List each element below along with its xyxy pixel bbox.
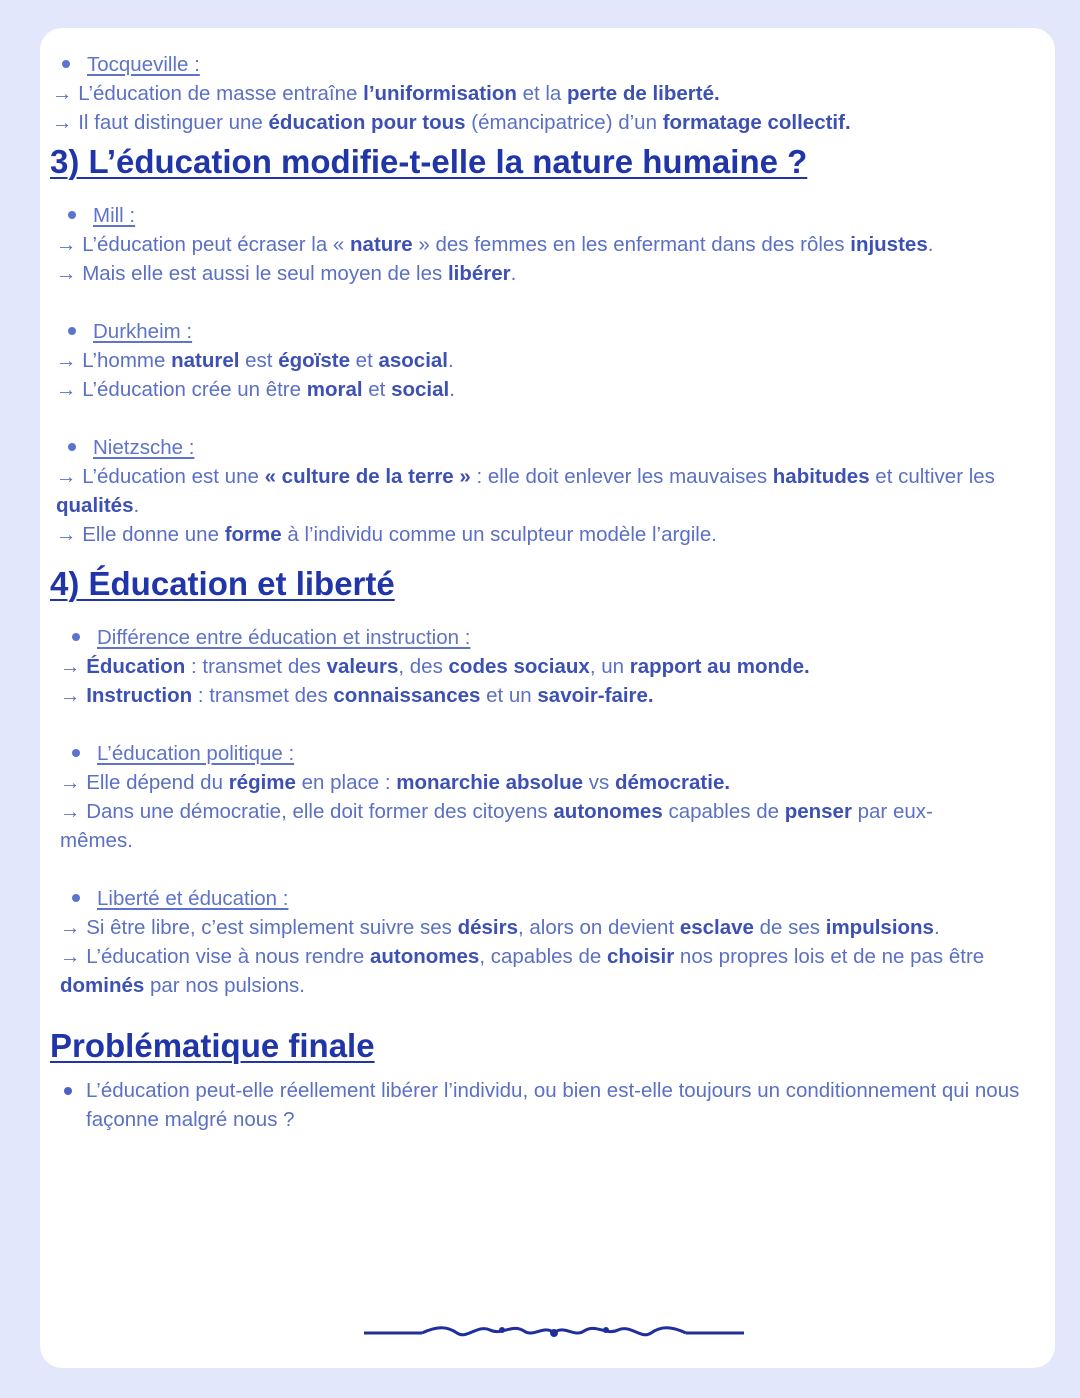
bullet-dot — [72, 894, 80, 902]
arrow-icon: → — [60, 771, 81, 794]
bullet-dot — [64, 1087, 72, 1095]
arrow-icon: → — [52, 82, 73, 105]
bullet-label: Nietzsche : — [93, 436, 195, 459]
bullet-nietzsche — [68, 433, 1035, 462]
page-card — [40, 28, 1055, 1368]
liberte-line-1: → Si être libre, c’est simplement suivre ses désirs, alors on devient esclave de ses impulsions. — [60, 916, 940, 939]
arrow-icon: → — [56, 465, 77, 488]
arrow-icon: → — [56, 349, 77, 372]
bullet-label: Différence entre éducation et instruction : — [97, 626, 471, 649]
section-4-heading: 4) Éducation et liberté — [50, 565, 395, 602]
arrow-icon: → — [60, 945, 81, 968]
bullet-politique — [72, 739, 1035, 768]
arrow-icon: → — [52, 111, 73, 134]
bullet-label: L’éducation politique : — [97, 742, 295, 765]
nietzsche-line-2: → Elle donne une forme à l’individu comme un sculpteur modèle l’argile. — [56, 523, 717, 546]
bullet-tocqueville — [62, 50, 1035, 79]
final-question — [40, 1076, 1025, 1134]
bullet-dot — [62, 60, 70, 68]
mill-line-2: → Mais elle est aussi le seul moyen de les libérer. — [56, 262, 517, 285]
bullet-difference — [72, 623, 1035, 652]
arrow-icon: → — [56, 262, 77, 285]
arrow-icon: → — [56, 523, 77, 546]
bullet-durkheim — [68, 317, 1035, 346]
bullet-dot — [72, 749, 80, 757]
arrow-icon: → — [60, 916, 81, 939]
nietzsche-line-1: → L’éducation est une « culture de la terre » : elle doit enlever les mauvaises habitudes et cultiver les qualités. — [56, 465, 995, 517]
bullet-dot — [72, 633, 80, 641]
bullet-mill — [68, 201, 1035, 230]
politique-line-2: → Dans une démocratie, elle doit former des citoyens autonomes capables de penser par eux-mêmes. — [60, 800, 933, 852]
tocqueville-line-1: → L’éducation de masse entraîne l’uniformisation et la perte de liberté. — [52, 82, 720, 105]
section-3-heading: 3) L’éducation modifie-t-elle la nature humaine ? — [50, 143, 808, 180]
bullet-label: Tocqueville : — [87, 53, 200, 76]
difference-line-2: → Instruction : transmet des connaissances et un savoir-faire. — [60, 684, 654, 707]
bullet-label: Liberté et éducation : — [97, 887, 289, 910]
bullet-liberte — [72, 884, 1035, 913]
bullet-label: Mill : — [93, 204, 136, 227]
final-question-text: L’éducation peut-elle réellement libérer l’individu, ou bien est-elle toujours un conditionnement qui nous façonne malgré nous ? — [86, 1079, 1020, 1131]
arrow-icon: → — [56, 233, 77, 256]
bullet-dot — [68, 211, 76, 219]
tocqueville-line-2: → Il faut distinguer une éducation pour tous (émancipatrice) d’un formatage collectif. — [52, 111, 851, 134]
bullet-dot — [68, 443, 76, 451]
arrow-icon: → — [60, 655, 81, 678]
final-heading: Problématique finale — [50, 1027, 375, 1064]
difference-line-1: → Éducation : transmet des valeurs, des codes sociaux, un rapport au monde. — [60, 655, 810, 678]
arrow-icon: → — [60, 800, 81, 823]
bullet-dot — [68, 327, 76, 335]
politique-line-1: → Elle dépend du régime en place : monarchie absolue vs démocratie. — [60, 771, 731, 794]
bullet-label: Durkheim : — [93, 320, 193, 343]
decorative-divider-icon — [362, 1318, 746, 1348]
durkheim-line-1: → L’homme naturel est égoïste et asocial. — [56, 349, 454, 372]
mill-line-1: → L’éducation peut écraser la « nature » des femmes en les enfermant dans des rôles injustes. — [56, 233, 934, 256]
liberte-line-2: → L’éducation vise à nous rendre autonomes, capables de choisir nos propres lois et de ne pas être dominés par nos pulsions. — [60, 945, 985, 997]
arrow-icon: → — [56, 378, 77, 401]
arrow-icon: → — [60, 684, 81, 707]
durkheim-line-2: → L’éducation crée un être moral et social. — [56, 378, 455, 401]
